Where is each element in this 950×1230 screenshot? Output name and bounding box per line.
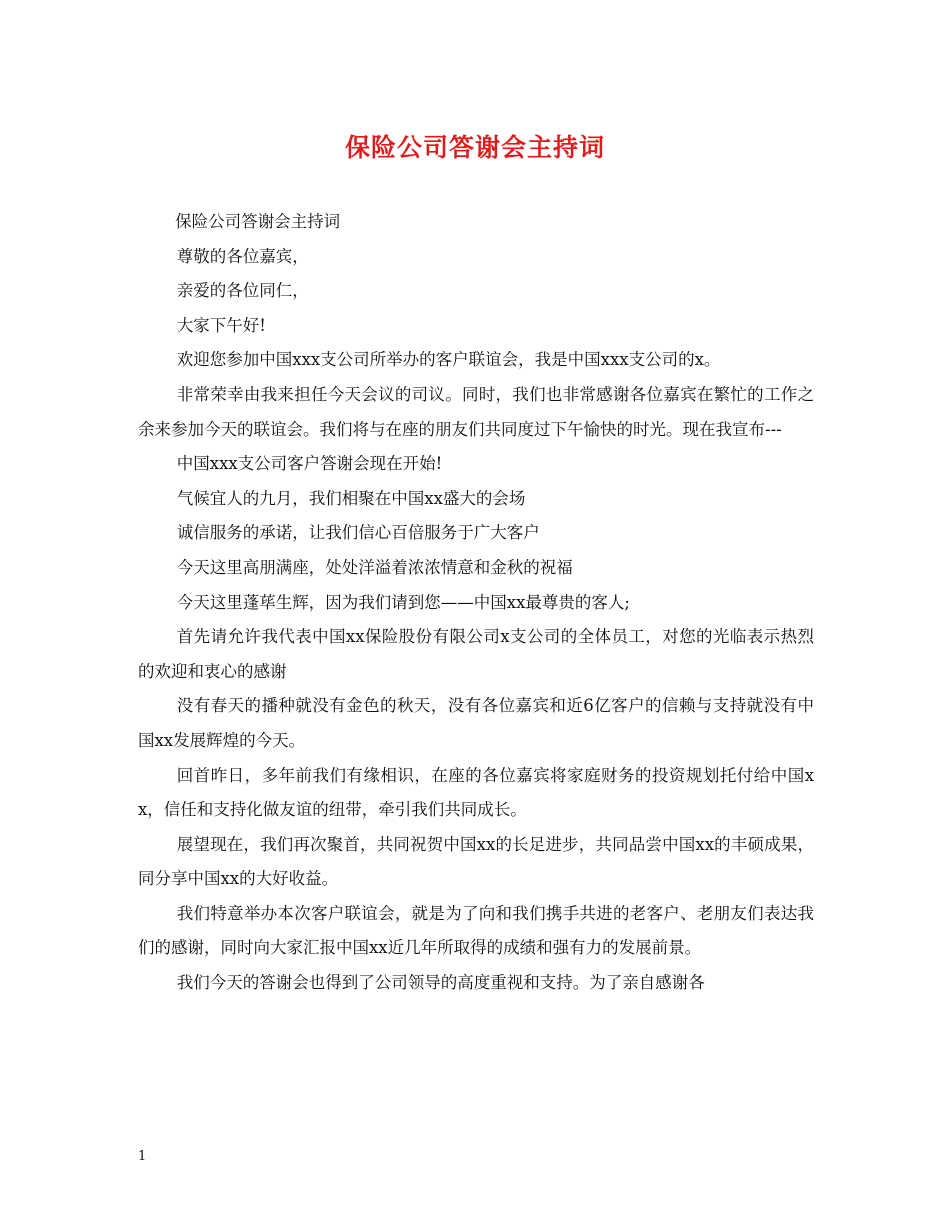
document-title: 保险公司答谢会主持词 <box>344 133 605 162</box>
page-number: 1 <box>138 1149 147 1164</box>
paragraph: 我们今天的答谢会也得到了公司领导的高度重视和支持。为了亲自感谢各 <box>176 973 705 993</box>
paragraph: 大家下午好! <box>176 315 266 335</box>
paragraph: 亲爱的各位同仁， <box>176 281 309 301</box>
paragraph: 首先请允许我代表中国xx保险股份有限公司x支公司的全体员工，对您的光临表示热烈的欢迎和衷心的感谢 <box>138 627 814 681</box>
paragraph: 中国xxx支公司客户答谢会现在开始! <box>176 454 443 474</box>
paragraph: 尊敬的各位嘉宾， <box>176 246 309 266</box>
paragraph: 非常荣幸由我来担任今天会议的司议。同时，我们也非常感谢各位嘉宾在繁忙的工作之余来参加今天的联谊会。我们将与在座的朋友们共同度过下午愉快的时光。现在我宣布--- <box>138 384 814 439</box>
document-body <box>138 205 814 1001</box>
paragraph: 回首昨日，多年前我们有缘相识，在座的各位嘉宾将家庭财务的投资规划托付给中国xx，信任和支持化做友谊的纽带，牵引我们共同成长。 <box>138 765 814 820</box>
paragraph: 诚信服务的承诺，让我们信心百倍服务于广大客户 <box>176 523 540 543</box>
paragraph: 今天这里高朋满座，处处洋溢着浓浓情意和金秋的祝福 <box>176 557 573 577</box>
paragraph: 我们特意举办本次客户联谊会，就是为了向和我们携手共进的老客户、老朋友们表达我们的感谢，同时向大家汇报中国xx近几年所取得的成绩和强有力的发展前景。 <box>138 903 814 958</box>
paragraph: 没有春天的播种就没有金色的秋天，没有各位嘉宾和近6亿客户的信赖与支持就没有中国xx发展辉煌的今天。 <box>138 696 814 750</box>
paragraph: 气候宜人的九月，我们相聚在中国xx盛大的会场 <box>176 488 526 508</box>
paragraph: 今天这里蓬荜生辉，因为我们请到您——中国xx最尊贵的客人; <box>176 592 630 612</box>
document-subtitle: 保险公司答谢会主持词 <box>175 212 341 231</box>
paragraph: 展望现在，我们再次聚首，共同祝贺中国xx的长足进步，共同品尝中国xx的丰硕成果，同分享中国xx的大好收益。 <box>138 834 814 889</box>
paragraph: 欢迎您参加中国xxx支公司所举办的客户联谊会，我是中国xxx支公司的x。 <box>176 350 721 370</box>
